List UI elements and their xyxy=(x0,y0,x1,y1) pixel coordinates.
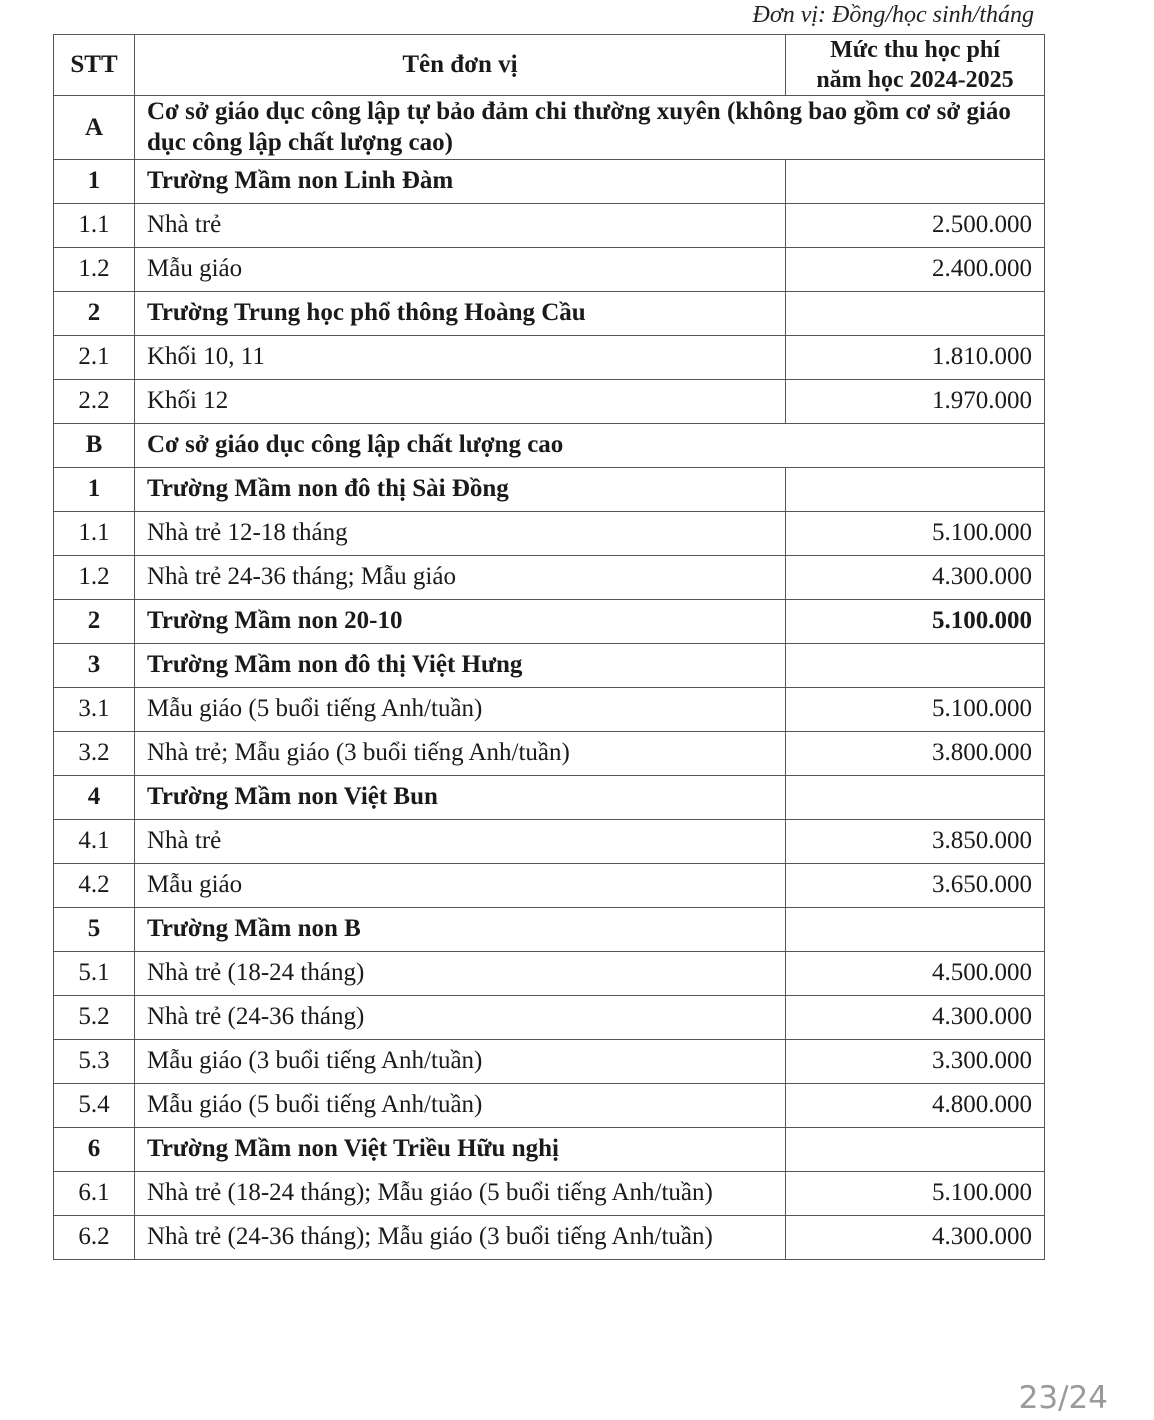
table-row-item xyxy=(54,555,1045,599)
row-fee: 2.500.000 xyxy=(786,203,1045,247)
table-row-item xyxy=(54,379,1045,423)
table-row-group xyxy=(54,467,1045,511)
row-name: Trường Mầm non Linh Đàm xyxy=(135,159,786,203)
table-row-group xyxy=(54,907,1045,951)
row-name: Trường Trung học phổ thông Hoàng Cầu xyxy=(135,291,786,335)
row-name: Trường Mầm non B xyxy=(135,907,786,951)
row-stt: 1.1 xyxy=(54,203,135,247)
row-stt: 6 xyxy=(54,1127,135,1171)
row-stt: 1 xyxy=(54,159,135,203)
row-fee: 5.100.000 xyxy=(786,687,1045,731)
row-name: Mẫu giáo (5 buổi tiếng Anh/tuần) xyxy=(135,1083,786,1127)
table-row-group xyxy=(54,643,1045,687)
row-name: Khối 12 xyxy=(135,379,786,423)
row-fee: 3.300.000 xyxy=(786,1039,1045,1083)
row-name: Trường Mầm non Việt Bun xyxy=(135,775,786,819)
row-name: Trường Mầm non Việt Triều Hữu nghị xyxy=(135,1127,786,1171)
row-fee xyxy=(786,643,1045,687)
table-row-item xyxy=(54,247,1045,291)
row-name: Mẫu giáo xyxy=(135,863,786,907)
table-row-item xyxy=(54,1083,1045,1127)
row-stt: 5.4 xyxy=(54,1083,135,1127)
table-row-section xyxy=(54,96,1045,160)
row-name: Trường Mầm non đô thị Việt Hưng xyxy=(135,643,786,687)
fee-table xyxy=(53,34,1045,1260)
table-row-item xyxy=(54,819,1045,863)
row-fee: 4.300.000 xyxy=(786,555,1045,599)
header-fee xyxy=(786,35,1045,96)
table-row-item xyxy=(54,731,1045,775)
row-stt: 2 xyxy=(54,291,135,335)
row-stt: 5.2 xyxy=(54,995,135,1039)
header-fee-line2: năm học 2024-2025 xyxy=(816,67,1014,93)
row-name: Nhà trẻ xyxy=(135,819,786,863)
row-fee xyxy=(786,467,1045,511)
row-name: Nhà trẻ; Mẫu giáo (3 buổi tiếng Anh/tuần) xyxy=(135,731,786,775)
table-row-group xyxy=(54,775,1045,819)
row-name: Nhà trẻ (24-36 tháng); Mẫu giáo (3 buổi tiếng Anh/tuần) xyxy=(135,1215,786,1259)
row-stt: 4.1 xyxy=(54,819,135,863)
row-name: Nhà trẻ (18-24 tháng); Mẫu giáo (5 buổi tiếng Anh/tuần) xyxy=(135,1171,786,1215)
row-stt: 3.2 xyxy=(54,731,135,775)
table-row-item xyxy=(54,995,1045,1039)
row-stt: 5.1 xyxy=(54,951,135,995)
table-row-item xyxy=(54,1171,1045,1215)
row-fee: 4.800.000 xyxy=(786,1083,1045,1127)
row-fee: 5.100.000 xyxy=(786,599,1045,643)
row-name: Cơ sở giáo dục công lập chất lượng cao xyxy=(135,423,1045,467)
unit-note: Đơn vị: Đồng/học sinh/tháng xyxy=(752,2,1034,28)
row-stt: 6.2 xyxy=(54,1215,135,1259)
row-name: Cơ sở giáo dục công lập tự bảo đảm chi thường xuyên (không bao gồm cơ sở giáo dục công lập chất lượng cao) xyxy=(135,96,1045,160)
table-row-item xyxy=(54,335,1045,379)
row-name: Mẫu giáo (3 buổi tiếng Anh/tuần) xyxy=(135,1039,786,1083)
row-stt: 3 xyxy=(54,643,135,687)
table-row-group xyxy=(54,291,1045,335)
row-fee: 4.300.000 xyxy=(786,995,1045,1039)
row-name: Trường Mầm non đô thị Sài Đồng xyxy=(135,467,786,511)
row-fee: 4.500.000 xyxy=(786,951,1045,995)
table-row-group xyxy=(54,1127,1045,1171)
row-name: Mẫu giáo (5 buổi tiếng Anh/tuần) xyxy=(135,687,786,731)
row-stt: 1.2 xyxy=(54,247,135,291)
row-fee xyxy=(786,775,1045,819)
row-stt: 1 xyxy=(54,467,135,511)
row-name: Nhà trẻ 24-36 tháng; Mẫu giáo xyxy=(135,555,786,599)
table-row-item xyxy=(54,687,1045,731)
row-stt: 4.2 xyxy=(54,863,135,907)
row-fee: 2.400.000 xyxy=(786,247,1045,291)
row-fee: 3.800.000 xyxy=(786,731,1045,775)
row-fee: 1.810.000 xyxy=(786,335,1045,379)
row-name: Nhà trẻ 12-18 tháng xyxy=(135,511,786,555)
header-name: Tên đơn vị xyxy=(135,35,786,96)
header-stt: STT xyxy=(54,35,135,96)
row-name: Nhà trẻ xyxy=(135,203,786,247)
row-fee: 5.100.000 xyxy=(786,1171,1045,1215)
row-stt: 5.3 xyxy=(54,1039,135,1083)
row-stt: 2.2 xyxy=(54,379,135,423)
header-fee-line1: Mức thu học phí xyxy=(830,37,1000,63)
table-header-row xyxy=(54,35,1045,96)
row-name: Mẫu giáo xyxy=(135,247,786,291)
row-stt: 1.2 xyxy=(54,555,135,599)
table-row-item xyxy=(54,203,1045,247)
row-fee xyxy=(786,1127,1045,1171)
row-fee: 1.970.000 xyxy=(786,379,1045,423)
table-row-item xyxy=(54,1215,1045,1259)
row-stt: 3.1 xyxy=(54,687,135,731)
row-name: Trường Mầm non 20-10 xyxy=(135,599,786,643)
table-row-group xyxy=(54,159,1045,203)
table-row-item xyxy=(54,511,1045,555)
row-stt: A xyxy=(54,96,135,160)
table-row-item xyxy=(54,863,1045,907)
row-fee xyxy=(786,159,1045,203)
table-row-group xyxy=(54,599,1045,643)
table-row-section xyxy=(54,423,1045,467)
row-fee: 3.650.000 xyxy=(786,863,1045,907)
row-stt: 5 xyxy=(54,907,135,951)
page-indicator: 23/24 xyxy=(1018,1380,1108,1416)
row-stt: 1.1 xyxy=(54,511,135,555)
row-fee: 3.850.000 xyxy=(786,819,1045,863)
row-stt: 6.1 xyxy=(54,1171,135,1215)
row-fee: 5.100.000 xyxy=(786,511,1045,555)
table-body xyxy=(54,96,1045,1260)
row-stt: 4 xyxy=(54,775,135,819)
table-row-item xyxy=(54,951,1045,995)
row-name: Nhà trẻ (24-36 tháng) xyxy=(135,995,786,1039)
row-fee xyxy=(786,291,1045,335)
row-stt: 2 xyxy=(54,599,135,643)
row-name: Nhà trẻ (18-24 tháng) xyxy=(135,951,786,995)
table-row-item xyxy=(54,1039,1045,1083)
row-fee xyxy=(786,907,1045,951)
row-stt: B xyxy=(54,423,135,467)
row-stt: 2.1 xyxy=(54,335,135,379)
row-name: Khối 10, 11 xyxy=(135,335,786,379)
row-fee: 4.300.000 xyxy=(786,1215,1045,1259)
